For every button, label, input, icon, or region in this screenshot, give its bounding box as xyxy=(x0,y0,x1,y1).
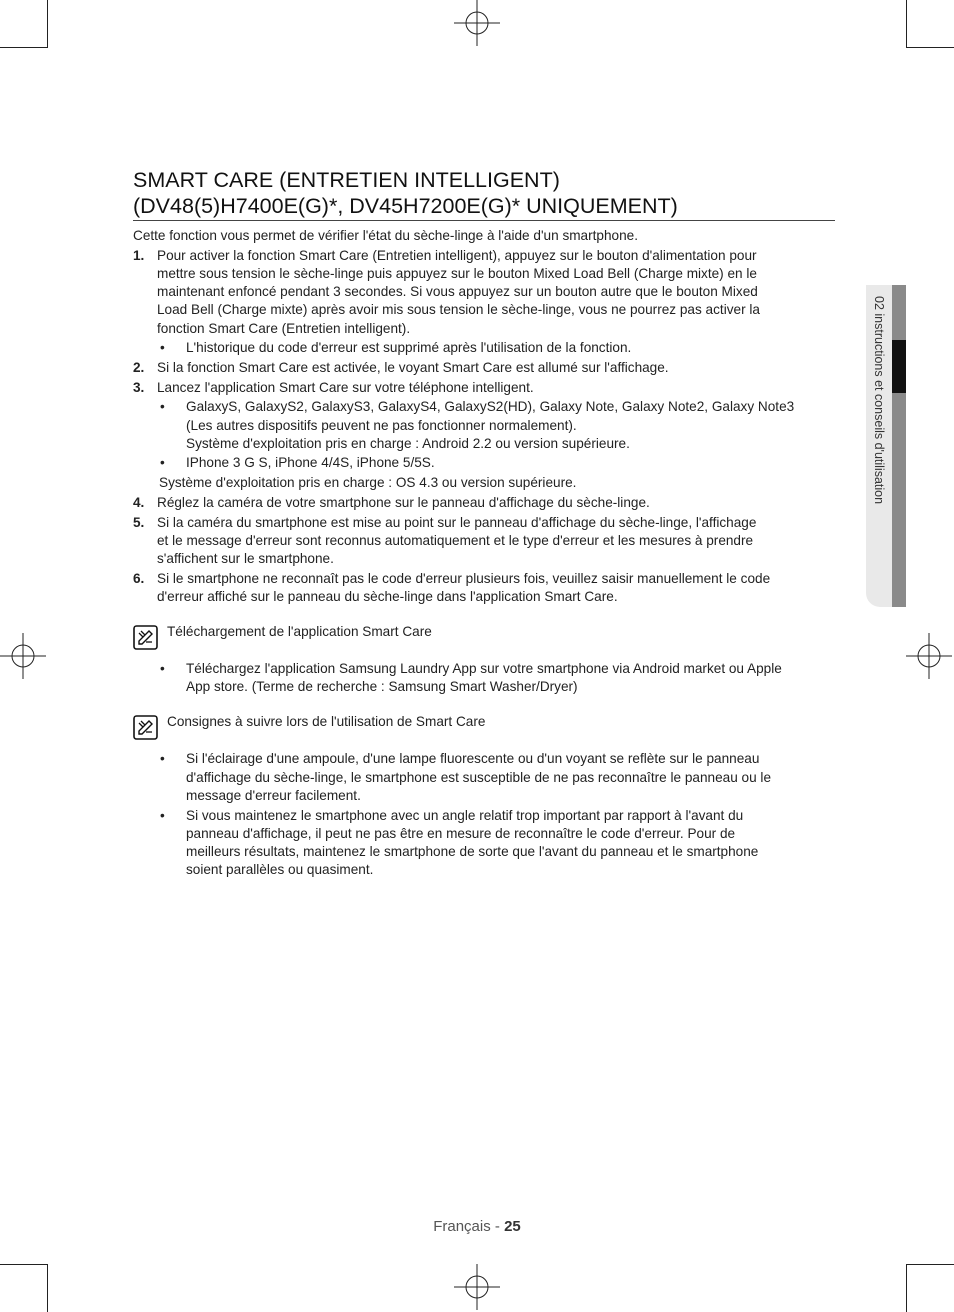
step-item xyxy=(133,494,833,512)
step-text: Si le smartphone ne reconnaît pas le code d'erreur plusieurs fois, veuillez saisir manuellement le code xyxy=(157,570,771,586)
note-icon xyxy=(133,715,158,740)
step-number: 6. xyxy=(133,570,145,586)
crop-mark xyxy=(0,47,48,48)
bullet-item xyxy=(133,660,833,696)
bullet-text: GalaxyS, GalaxyS2, GalaxyS3, GalaxyS4, GalaxyS2(HD), Galaxy Note, Galaxy Note2, Galaxy Note3 xyxy=(186,399,795,415)
step-number: 3. xyxy=(133,379,145,395)
bullet-text: message d'erreur facilement. xyxy=(186,787,361,803)
note-block xyxy=(133,712,833,738)
note-title: Téléchargement de l'application Smart Care xyxy=(167,624,432,640)
step-number: 5. xyxy=(133,514,145,530)
step-number: 2. xyxy=(133,359,145,375)
step-text: Si la fonction Smart Care est activée, le voyant Smart Care est allumé sur l'affichage. xyxy=(157,359,669,375)
page-title-line: SMART CARE (ENTRETIEN INTELLIGENT) xyxy=(133,168,560,192)
bullet-item xyxy=(133,398,833,453)
page-title xyxy=(133,167,835,221)
step-item xyxy=(133,359,833,377)
bullet-text: meilleurs résultats, maintenez le smartphone de sorte que l'avant du panneau et le smartphone xyxy=(186,843,759,859)
bullet-item xyxy=(133,750,833,805)
bullet-text: Si l'éclairage d'une ampoule, d'une lampe fluorescente ou d'un voyant se reflète sur le panneau xyxy=(186,751,760,767)
chapter-tab-label: 02 instructions et conseils d'utilisation xyxy=(872,296,886,505)
crop-mark xyxy=(0,1264,48,1265)
note-title: Consignes à suivre lors de l'utilisation de Smart Care xyxy=(167,714,486,730)
step-text: mettre sous tension le sèche-linge puis appuyez sur le bouton Mixed Load Bell (Charge mixte) en le xyxy=(157,265,757,281)
step-text: Réglez la caméra de votre smartphone sur le panneau d'affichage du sèche-linge. xyxy=(157,494,650,510)
bullet-icon: • xyxy=(160,399,165,415)
bullet-text: Téléchargez l'application Samsung Laundry App sur votre smartphone via Android market ou Apple xyxy=(186,661,782,677)
intro-text: Cette fonction vous permet de vérifier l'état du sèche-linge à l'aide d'un smartphone. xyxy=(133,228,638,243)
bullet-icon: • xyxy=(160,340,165,356)
step-item xyxy=(133,379,833,397)
step-text: Lancez l'application Smart Care sur votre téléphone intelligent. xyxy=(157,379,534,395)
chapter-tab-bar xyxy=(892,285,906,607)
bullet-icon: • xyxy=(160,661,165,677)
crop-mark xyxy=(47,1264,48,1312)
note-block xyxy=(133,622,833,648)
bullet-icon: • xyxy=(160,455,165,471)
bullet-item xyxy=(133,454,833,472)
bullet-text: (Les autres dispositifs peuvent ne pas fonctionner normalement). xyxy=(186,417,577,433)
page-title-line: (DV48(5)H7400E(G)*, DV45H7200E(G)* UNIQUEMENT) xyxy=(133,194,678,218)
step-subtext: Système d'exploitation pris en charge : OS 4.3 ou version supérieure. xyxy=(159,475,577,491)
step-item xyxy=(133,514,833,569)
step-text: et le message d'erreur sont reconnus automatiquement et le type d'erreur et les mesures à prendre xyxy=(157,532,754,548)
registration-mark-icon xyxy=(0,633,46,679)
bullet-text: d'affichage du sèche-linge, le smartphone est susceptible de ne pas reconnaître le panneau ou le xyxy=(186,769,772,785)
bullet-icon: • xyxy=(160,807,165,823)
step-text: Pour activer la fonction Smart Care (Entretien intelligent), appuyez sur le bouton d'alimentation pour xyxy=(157,247,757,263)
crop-mark xyxy=(906,47,954,48)
registration-mark-icon xyxy=(454,0,500,46)
step-number: 1. xyxy=(133,247,145,263)
step-text: s'affichent sur le smartphone. xyxy=(157,550,334,566)
bullet-item xyxy=(133,339,833,357)
bullet-text: soient parallèles ou quasiment. xyxy=(186,862,374,878)
step-text: fonction Smart Care (Entretien intelligent). xyxy=(157,320,411,336)
bullet-text: IPhone 3 G S, iPhone 4/4S, iPhone 5/5S. xyxy=(186,455,435,471)
bullet-item xyxy=(133,807,833,880)
step-text: maintenant enfoncé pendant 3 secondes. Si vous appuyez sur un bouton autre que le bouton Mixed xyxy=(157,284,758,300)
bullet-text: L'historique du code d'erreur est supprimé après l'utilisation de la fonction. xyxy=(186,340,632,356)
chapter-tab-indicator xyxy=(892,340,906,393)
step-number: 4. xyxy=(133,494,145,510)
note-icon xyxy=(133,625,158,650)
crop-mark xyxy=(906,1264,954,1265)
main-content xyxy=(133,227,833,881)
crop-mark xyxy=(906,1264,907,1312)
footer-language: Français - xyxy=(433,1218,505,1235)
crop-mark xyxy=(47,0,48,48)
step-text: d'erreur affiché sur le panneau du sèche-linge dans l'application Smart Care. xyxy=(157,588,618,604)
bullet-text: Si vous maintenez le smartphone avec un angle relatif trop important par rapport à l'avant du xyxy=(186,807,744,823)
registration-mark-icon xyxy=(906,633,952,679)
page-number: 25 xyxy=(504,1218,521,1235)
bullet-text: Système d'exploitation pris en charge : Android 2.2 ou version supérieure. xyxy=(186,435,630,451)
bullet-icon: • xyxy=(160,751,165,767)
registration-mark-icon xyxy=(454,1264,500,1310)
step-item xyxy=(133,570,833,606)
step-text: Load Bell (Charge mixte) après avoir mis sous tension le sèche-linge, vous ne pourrez pas activer la xyxy=(157,302,760,318)
step-item xyxy=(133,247,833,338)
bullet-text: panneau d'affichage, il peut ne pas être en mesure de reconnaître le code d'erreur. Pour de xyxy=(186,825,736,841)
page-footer xyxy=(0,1218,954,1235)
bullet-text: App store. (Terme de recherche : Samsung Smart Washer/Dryer) xyxy=(186,679,578,695)
crop-mark xyxy=(906,0,907,48)
step-text: Si la caméra du smartphone est mise au point sur le panneau d'affichage du sèche-linge, l'affichage xyxy=(157,514,757,530)
